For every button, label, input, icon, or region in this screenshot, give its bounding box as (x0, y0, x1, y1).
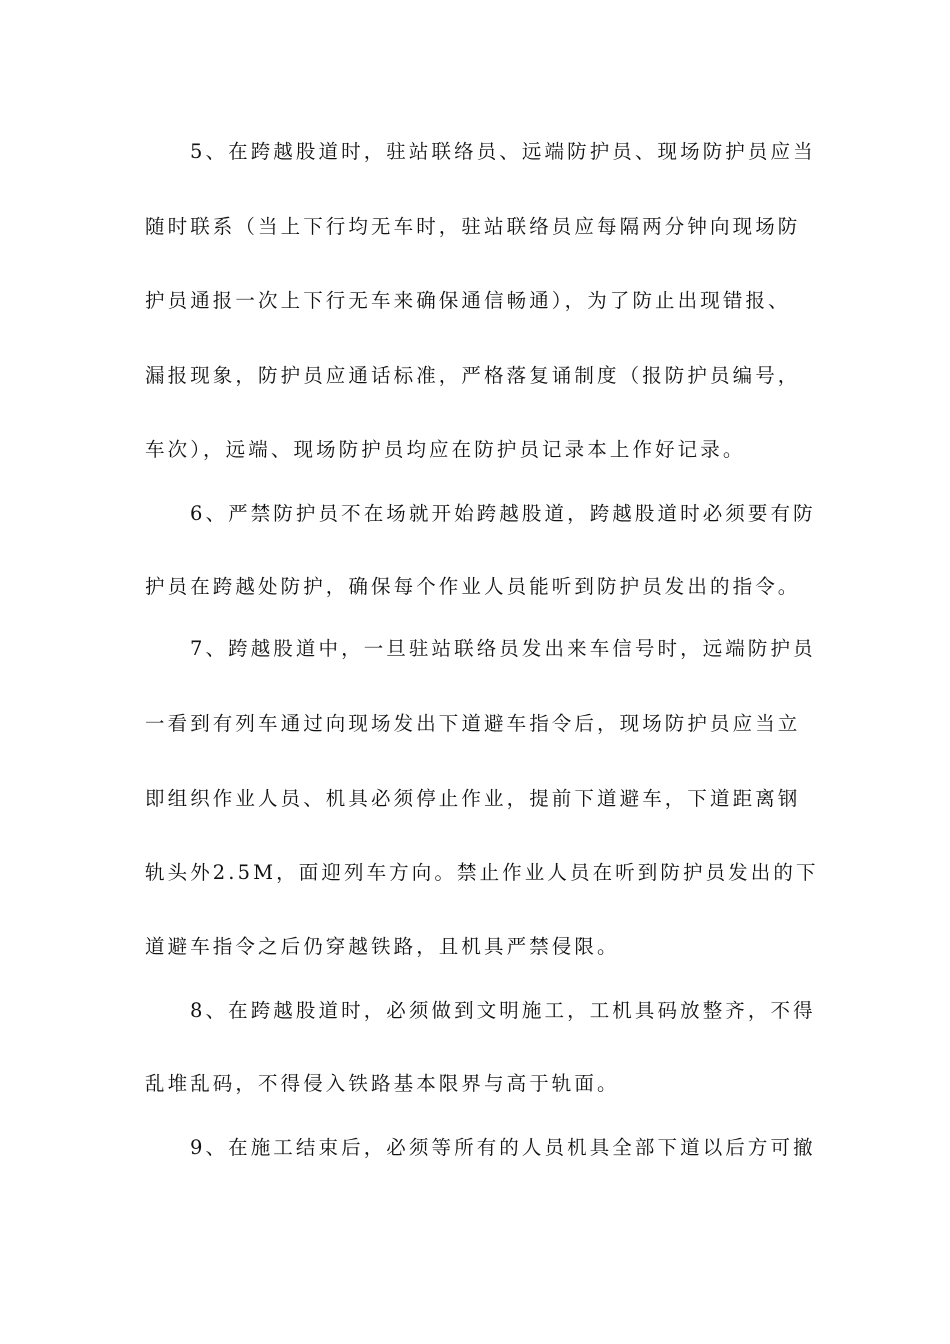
paragraph-9-line-1: 9、在施工结束后，必须等所有的人员机具全部下道以后方可撤 (190, 1136, 816, 1159)
paragraph-7-line-2: 一看到有列车通过向现场发出下道避车指令后，现场防护员应当立 (145, 712, 801, 735)
paragraph-6-line-1: 6、严禁防护员不在场就开始跨越股道，跨越股道时必须要有防 (190, 502, 816, 525)
paragraph-5-line-4: 漏报现象，防护员应通话标准，严格落复诵制度（报防护员编号， (145, 364, 801, 387)
paragraph-6-line-2: 护员在跨越处防护，确保每个作业人员能听到防护员发出的指令。 (145, 575, 801, 598)
paragraph-8-line-2: 乱堆乱码，不得侵入铁路基本限界与高于轨面。 (145, 1072, 620, 1095)
paragraph-7-line-3: 即组织作业人员、机具必须停止作业，提前下道避车，下道距离钢 (145, 787, 801, 810)
paragraph-7-line-5: 道避车指令之后仍穿越铁路，且机具严禁侵限。 (145, 935, 620, 958)
paragraph-5-line-3: 护员通报一次上下行无车来确保通信畅通），为了防止出现错报、 (145, 289, 791, 312)
paragraph-7-line-1: 7、跨越股道中，一旦驻站联络员发出来车信号时，远端防护员 (190, 637, 816, 660)
paragraph-5-line-1: 5、在跨越股道时，驻站联络员、远端防护员、现场防护员应当 (190, 140, 816, 163)
paragraph-7-line-4: 轨头外2.5M，面迎列车方向。禁止作业人员在听到防护员发出的下 (145, 861, 819, 884)
paragraph-5-line-5: 车次），远端、现场防护员均应在防护员记录本上作好记录。 (145, 438, 746, 461)
paragraph-8-line-1: 8、在跨越股道时，必须做到文明施工，工机具码放整齐，不得 (190, 999, 816, 1022)
paragraph-5-line-2: 随时联系（当上下行均无车时，驻站联络员应每隔两分钟向现场防 (145, 215, 801, 238)
